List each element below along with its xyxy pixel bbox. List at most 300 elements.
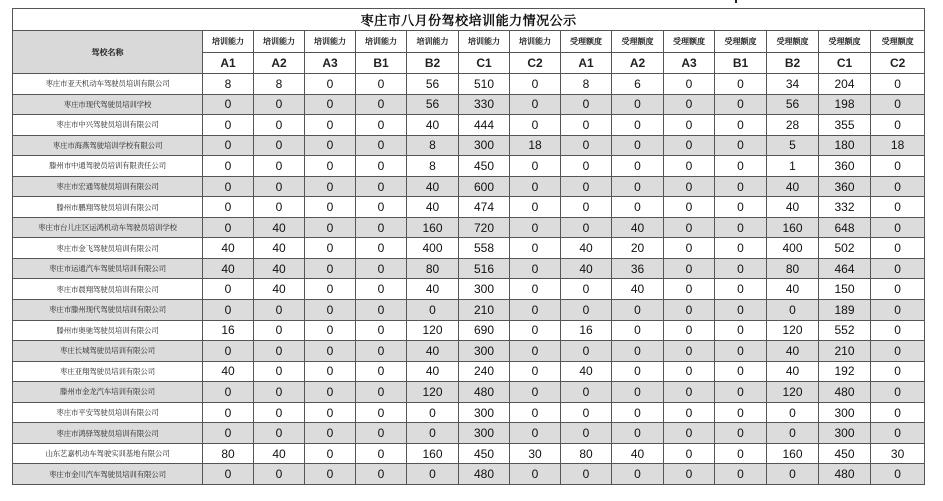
table-row: [13, 382, 925, 403]
value-cell: 0: [203, 156, 254, 177]
value-cell: 0: [356, 94, 407, 115]
value-cell: 0: [561, 94, 612, 115]
value-cell: 16: [203, 320, 254, 341]
value-cell: 0: [203, 341, 254, 362]
school-name-cell: 枣庄亚翔驾驶员培训有限公司: [13, 361, 203, 382]
value-cell: 0: [561, 279, 612, 300]
value-cell: 450: [459, 443, 510, 464]
value-cell: 56: [767, 94, 819, 115]
value-cell: 0: [715, 74, 767, 95]
value-cell: 0: [612, 115, 664, 136]
value-cell: 0: [254, 320, 305, 341]
value-cell: 0: [254, 361, 305, 382]
value-cell: 0: [664, 217, 715, 238]
value-cell: 40: [407, 361, 459, 382]
table-row: [13, 423, 925, 444]
value-cell: 0: [305, 300, 356, 321]
value-cell: 40: [407, 115, 459, 136]
value-cell: 40: [612, 443, 664, 464]
table-body: [13, 74, 925, 485]
value-cell: 0: [305, 197, 356, 218]
value-cell: 120: [407, 382, 459, 403]
capacity-table: [12, 8, 925, 485]
value-cell: 0: [510, 464, 561, 485]
value-cell: 0: [254, 197, 305, 218]
value-cell: 240: [459, 361, 510, 382]
value-cell: 34: [767, 74, 819, 95]
value-cell: 0: [356, 238, 407, 259]
value-cell: 0: [203, 382, 254, 403]
value-cell: 0: [871, 94, 925, 115]
value-cell: 0: [871, 258, 925, 279]
value-cell: 8: [254, 74, 305, 95]
value-cell: 0: [356, 402, 407, 423]
license-type-header: B1: [356, 53, 407, 74]
value-cell: 0: [305, 402, 356, 423]
value-cell: 0: [203, 464, 254, 485]
value-cell: 0: [203, 176, 254, 197]
value-cell: 0: [871, 279, 925, 300]
value-cell: 0: [664, 279, 715, 300]
value-cell: 180: [819, 135, 871, 156]
license-type-header: A3: [664, 53, 715, 74]
value-cell: 0: [715, 402, 767, 423]
value-cell: 16: [561, 320, 612, 341]
value-cell: 40: [254, 217, 305, 238]
value-cell: 0: [305, 238, 356, 259]
top-tick-mark: [735, 0, 737, 3]
license-type-header: A2: [612, 53, 664, 74]
value-cell: 332: [819, 197, 871, 218]
value-cell: 0: [356, 156, 407, 177]
value-cell: 0: [305, 176, 356, 197]
license-type-header: A1: [561, 53, 612, 74]
school-name-cell: 滕州市奥驰驾驶员培训有限公司: [13, 320, 203, 341]
value-cell: 0: [871, 176, 925, 197]
value-cell: 40: [767, 279, 819, 300]
value-cell: 36: [612, 258, 664, 279]
school-name-cell: 枣庄市鸿驿驾驶员培训有限公司: [13, 423, 203, 444]
value-cell: 20: [612, 238, 664, 259]
table-row: [13, 341, 925, 362]
table-row: [13, 217, 925, 238]
value-cell: 56: [407, 94, 459, 115]
value-cell: 0: [612, 300, 664, 321]
value-cell: 0: [356, 443, 407, 464]
value-cell: 0: [510, 156, 561, 177]
license-type-header: B1: [715, 53, 767, 74]
table-row: [13, 300, 925, 321]
value-cell: 0: [254, 423, 305, 444]
value-cell: 0: [203, 115, 254, 136]
category-header: 受理额度: [767, 31, 819, 53]
value-cell: 0: [612, 320, 664, 341]
value-cell: 160: [407, 217, 459, 238]
value-cell: 80: [203, 443, 254, 464]
value-cell: 0: [203, 279, 254, 300]
value-cell: 300: [459, 423, 510, 444]
value-cell: 0: [561, 197, 612, 218]
value-cell: 480: [459, 464, 510, 485]
value-cell: 0: [612, 382, 664, 403]
value-cell: 0: [407, 423, 459, 444]
value-cell: 30: [871, 443, 925, 464]
value-cell: 0: [664, 258, 715, 279]
value-cell: 0: [871, 197, 925, 218]
value-cell: 516: [459, 258, 510, 279]
value-cell: 0: [664, 320, 715, 341]
value-cell: 0: [356, 320, 407, 341]
value-cell: 0: [612, 464, 664, 485]
value-cell: 40: [407, 279, 459, 300]
value-cell: 0: [356, 135, 407, 156]
value-cell: 0: [356, 382, 407, 403]
value-cell: 0: [664, 402, 715, 423]
value-cell: 0: [510, 300, 561, 321]
value-cell: 0: [612, 197, 664, 218]
value-cell: 18: [510, 135, 561, 156]
value-cell: 40: [612, 217, 664, 238]
school-name-cell: 滕州市中通驾驶员培训有限责任公司: [13, 156, 203, 177]
category-header: 受理额度: [871, 31, 925, 53]
value-cell: 300: [459, 279, 510, 300]
value-cell: 40: [203, 258, 254, 279]
page-title: 枣庄市八月份驾校培训能力情况公示: [13, 9, 925, 31]
value-cell: 8: [407, 156, 459, 177]
value-cell: 0: [356, 279, 407, 300]
value-cell: 0: [612, 176, 664, 197]
value-cell: 0: [715, 156, 767, 177]
value-cell: 0: [871, 341, 925, 362]
value-cell: 1: [767, 156, 819, 177]
value-cell: 56: [407, 74, 459, 95]
value-cell: 0: [254, 135, 305, 156]
value-cell: 0: [510, 382, 561, 403]
value-cell: 40: [561, 361, 612, 382]
value-cell: 0: [871, 423, 925, 444]
value-cell: 0: [664, 300, 715, 321]
value-cell: 0: [254, 341, 305, 362]
value-cell: 8: [203, 74, 254, 95]
value-cell: 300: [819, 423, 871, 444]
category-header: 培训能力: [203, 31, 254, 53]
value-cell: 0: [510, 258, 561, 279]
value-cell: 0: [305, 94, 356, 115]
value-cell: 0: [510, 217, 561, 238]
value-cell: 0: [356, 258, 407, 279]
value-cell: 0: [510, 74, 561, 95]
value-cell: 30: [510, 443, 561, 464]
value-cell: 330: [459, 94, 510, 115]
value-cell: 510: [459, 74, 510, 95]
value-cell: 0: [664, 361, 715, 382]
value-cell: 0: [510, 423, 561, 444]
value-cell: 300: [459, 341, 510, 362]
value-cell: 0: [203, 135, 254, 156]
value-cell: 0: [871, 300, 925, 321]
value-cell: 210: [459, 300, 510, 321]
value-cell: 360: [819, 176, 871, 197]
value-cell: 0: [305, 443, 356, 464]
value-cell: 0: [254, 115, 305, 136]
value-cell: 0: [203, 402, 254, 423]
value-cell: 400: [407, 238, 459, 259]
value-cell: 0: [767, 423, 819, 444]
value-cell: 690: [459, 320, 510, 341]
category-header: 受理额度: [612, 31, 664, 53]
value-cell: 0: [664, 197, 715, 218]
school-name-cell: 枣庄长城驾驶员培训有限公司: [13, 341, 203, 362]
school-name-header: 驾校名称: [13, 31, 203, 74]
value-cell: 0: [664, 443, 715, 464]
value-cell: 0: [715, 135, 767, 156]
value-cell: 5: [767, 135, 819, 156]
value-cell: 0: [561, 217, 612, 238]
license-type-header: A1: [203, 53, 254, 74]
value-cell: 0: [203, 423, 254, 444]
category-header: 培训能力: [510, 31, 561, 53]
value-cell: 0: [305, 217, 356, 238]
value-cell: 552: [819, 320, 871, 341]
value-cell: 0: [612, 402, 664, 423]
value-cell: 0: [203, 217, 254, 238]
category-header: 受理额度: [715, 31, 767, 53]
value-cell: 0: [254, 464, 305, 485]
value-cell: 0: [305, 464, 356, 485]
value-cell: 8: [407, 135, 459, 156]
license-type-header: C2: [510, 53, 561, 74]
value-cell: 0: [715, 217, 767, 238]
school-name-cell: 枣庄市亚天机动车驾驶员培训有限公司: [13, 74, 203, 95]
value-cell: 0: [612, 135, 664, 156]
table-row: [13, 443, 925, 464]
table-row: [13, 279, 925, 300]
value-cell: 0: [254, 94, 305, 115]
school-name-cell: 滕州市鹏翔驾驶员培训有限公司: [13, 197, 203, 218]
school-name-cell: 枣庄市金飞驾驶员培训有限公司: [13, 238, 203, 259]
value-cell: 0: [407, 402, 459, 423]
value-cell: 0: [203, 94, 254, 115]
value-cell: 40: [203, 361, 254, 382]
value-cell: 0: [612, 341, 664, 362]
value-cell: 0: [871, 238, 925, 259]
license-type-header: C2: [871, 53, 925, 74]
value-cell: 0: [305, 74, 356, 95]
training-capacity-sheet: [12, 8, 924, 485]
license-type-header: B2: [767, 53, 819, 74]
value-cell: 0: [510, 361, 561, 382]
category-header: 受理额度: [819, 31, 871, 53]
value-cell: 0: [356, 74, 407, 95]
value-cell: 0: [305, 382, 356, 403]
value-cell: 0: [715, 176, 767, 197]
value-cell: 0: [664, 464, 715, 485]
table-row: [13, 94, 925, 115]
value-cell: 0: [356, 341, 407, 362]
value-cell: 0: [356, 115, 407, 136]
value-cell: 0: [254, 156, 305, 177]
value-cell: 0: [715, 115, 767, 136]
value-cell: 0: [510, 320, 561, 341]
table-row: [13, 197, 925, 218]
value-cell: 0: [561, 402, 612, 423]
value-cell: 0: [871, 115, 925, 136]
school-name-cell: 枣庄市宏通驾驶员培训有限公司: [13, 176, 203, 197]
value-cell: 0: [254, 176, 305, 197]
value-cell: 0: [664, 74, 715, 95]
value-cell: 0: [715, 300, 767, 321]
value-cell: 0: [664, 423, 715, 444]
value-cell: 0: [767, 402, 819, 423]
table-row: [13, 361, 925, 382]
school-name-cell: 山东艺嘉机动车驾驶实训基地有限公司: [13, 443, 203, 464]
category-header: 受理额度: [561, 31, 612, 53]
value-cell: 18: [871, 135, 925, 156]
value-cell: 40: [767, 176, 819, 197]
value-cell: 0: [664, 382, 715, 403]
value-cell: 0: [510, 402, 561, 423]
value-cell: 80: [561, 443, 612, 464]
table-row: [13, 320, 925, 341]
value-cell: 0: [254, 382, 305, 403]
value-cell: 6: [612, 74, 664, 95]
value-cell: 0: [561, 382, 612, 403]
value-cell: 0: [664, 135, 715, 156]
value-cell: 40: [254, 279, 305, 300]
value-cell: 40: [767, 197, 819, 218]
value-cell: 0: [664, 238, 715, 259]
value-cell: 0: [715, 464, 767, 485]
value-cell: 0: [715, 443, 767, 464]
value-cell: 0: [715, 258, 767, 279]
value-cell: 40: [203, 238, 254, 259]
value-cell: 480: [459, 382, 510, 403]
category-header-row: [13, 31, 925, 53]
license-type-header: C1: [819, 53, 871, 74]
value-cell: 0: [871, 320, 925, 341]
value-cell: 40: [561, 258, 612, 279]
value-cell: 0: [305, 156, 356, 177]
value-cell: 0: [871, 217, 925, 238]
value-cell: 0: [561, 464, 612, 485]
license-type-header: A3: [305, 53, 356, 74]
value-cell: 0: [510, 279, 561, 300]
value-cell: 40: [767, 361, 819, 382]
value-cell: 502: [819, 238, 871, 259]
table-row: [13, 74, 925, 95]
table-row: [13, 156, 925, 177]
value-cell: 0: [510, 115, 561, 136]
value-cell: 450: [819, 443, 871, 464]
category-header: 培训能力: [407, 31, 459, 53]
table-row: [13, 135, 925, 156]
value-cell: 0: [612, 94, 664, 115]
value-cell: 40: [254, 443, 305, 464]
value-cell: 0: [407, 464, 459, 485]
value-cell: 0: [715, 279, 767, 300]
value-cell: 189: [819, 300, 871, 321]
value-cell: 0: [356, 361, 407, 382]
category-header: 培训能力: [254, 31, 305, 53]
value-cell: 0: [356, 464, 407, 485]
value-cell: 0: [871, 361, 925, 382]
value-cell: 0: [715, 382, 767, 403]
value-cell: 0: [356, 423, 407, 444]
school-name-cell: 枣庄市台儿庄区运鸿机动车驾驶员培训学校: [13, 217, 203, 238]
category-header: 受理额度: [664, 31, 715, 53]
value-cell: 40: [767, 341, 819, 362]
value-cell: 160: [407, 443, 459, 464]
value-cell: 0: [871, 382, 925, 403]
value-cell: 0: [715, 361, 767, 382]
value-cell: 8: [561, 74, 612, 95]
value-cell: 80: [767, 258, 819, 279]
value-cell: 160: [767, 217, 819, 238]
value-cell: 40: [254, 238, 305, 259]
table-row: [13, 402, 925, 423]
value-cell: 80: [407, 258, 459, 279]
value-cell: 40: [612, 279, 664, 300]
value-cell: 0: [305, 279, 356, 300]
value-cell: 444: [459, 115, 510, 136]
license-type-header: C1: [459, 53, 510, 74]
value-cell: 0: [871, 464, 925, 485]
value-cell: 0: [254, 402, 305, 423]
value-cell: 0: [767, 300, 819, 321]
value-cell: 0: [510, 176, 561, 197]
value-cell: 480: [819, 464, 871, 485]
value-cell: 160: [767, 443, 819, 464]
value-cell: 464: [819, 258, 871, 279]
school-name-cell: 枣庄市金川汽车驾驶员培训有限公司: [13, 464, 203, 485]
value-cell: 300: [819, 402, 871, 423]
value-cell: 0: [715, 423, 767, 444]
value-cell: 0: [612, 423, 664, 444]
value-cell: 648: [819, 217, 871, 238]
value-cell: 558: [459, 238, 510, 259]
value-cell: 480: [819, 382, 871, 403]
value-cell: 120: [767, 320, 819, 341]
value-cell: 0: [664, 176, 715, 197]
value-cell: 0: [203, 197, 254, 218]
value-cell: 0: [254, 300, 305, 321]
value-cell: 0: [715, 238, 767, 259]
value-cell: 0: [305, 258, 356, 279]
value-cell: 0: [871, 156, 925, 177]
table-row: [13, 464, 925, 485]
value-cell: 0: [561, 115, 612, 136]
value-cell: 40: [561, 238, 612, 259]
value-cell: 0: [356, 197, 407, 218]
value-cell: 0: [871, 74, 925, 95]
value-cell: 0: [510, 341, 561, 362]
table-row: [13, 115, 925, 136]
value-cell: 0: [664, 115, 715, 136]
value-cell: 0: [305, 320, 356, 341]
value-cell: 0: [305, 341, 356, 362]
value-cell: 0: [561, 156, 612, 177]
value-cell: 0: [561, 423, 612, 444]
value-cell: 198: [819, 94, 871, 115]
value-cell: 0: [356, 217, 407, 238]
school-name-cell: 枣庄市晨翔驾驶员培训有限公司: [13, 279, 203, 300]
value-cell: 400: [767, 238, 819, 259]
value-cell: 40: [407, 341, 459, 362]
value-cell: 40: [407, 197, 459, 218]
value-cell: 0: [871, 402, 925, 423]
value-cell: 600: [459, 176, 510, 197]
value-cell: 40: [407, 176, 459, 197]
